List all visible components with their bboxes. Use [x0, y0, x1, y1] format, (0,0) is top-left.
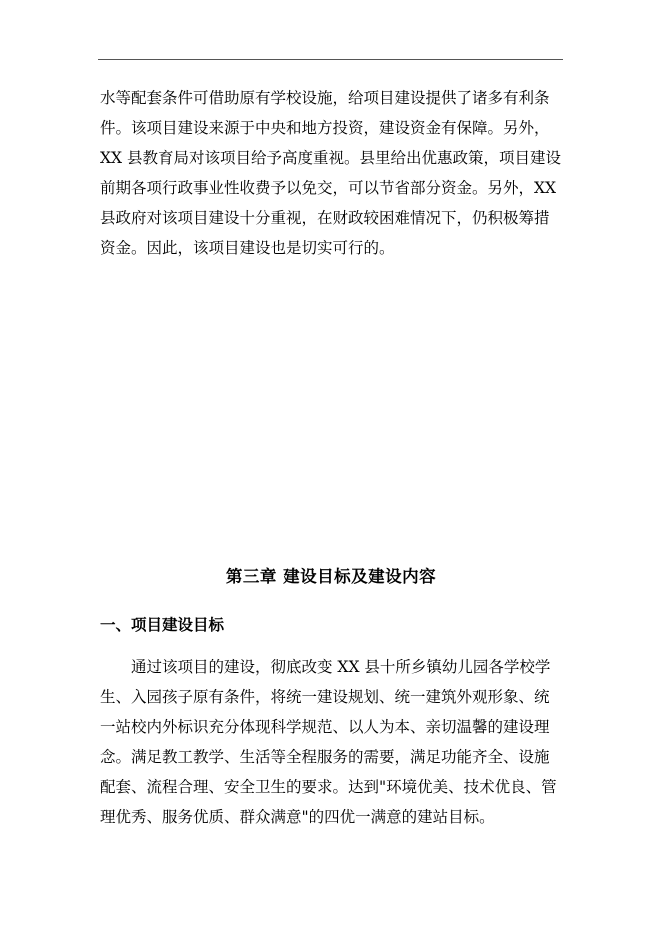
- section-heading: 一、项目建设目标: [100, 616, 225, 634]
- paragraph-line: XX 县教育局对该项目给予高度重视。县里给出优惠政策，项目建设: [100, 149, 561, 167]
- paragraph-line: 一站校内外标识充分体现科学规范、以人为本、亲切温馨的建设理: [100, 718, 550, 736]
- header-rule: [98, 59, 563, 60]
- paragraph-line: 件。该项目建设来源于中央和地方投资，建设资金有保障。另外，: [100, 119, 550, 137]
- paragraph-line: 生、入园孩子原有条件，将统一建设规划、统一建筑外观形象、统: [100, 688, 550, 706]
- paragraph-line: 通过该项目的建设，彻底改变 XX 县十所乡镇幼儿园各学校学: [100, 658, 551, 676]
- chapter-title: 第三章 建设目标及建设内容: [225, 567, 437, 586]
- body-paragraph-goals: [100, 652, 565, 832]
- paragraph-line: 理优秀、服务优质、群众满意"的四优一满意的建站目标。: [100, 808, 495, 826]
- paragraph-line: 前期各项行政事业性收费予以免交，可以节省部分资金。另外，XX: [100, 179, 557, 197]
- body-paragraph-top: [100, 83, 565, 263]
- paragraph-line: 配套、流程合理、安全卫生的要求。达到"环境优美、技术优良、管: [100, 778, 557, 796]
- paragraph-line: 县政府对该项目建设十分重视，在财政较困难情况下，仍积极筹措: [100, 209, 550, 227]
- paragraph-line: 水等配套条件可借助原有学校设施，给项目建设提供了诸多有利条: [100, 89, 550, 107]
- paragraph-line: 资金。因此，该项目建设也是切实可行的。: [100, 239, 395, 257]
- paragraph-line: 念。满足教工教学、生活等全程服务的需要，满足功能齐全、设施: [100, 748, 550, 766]
